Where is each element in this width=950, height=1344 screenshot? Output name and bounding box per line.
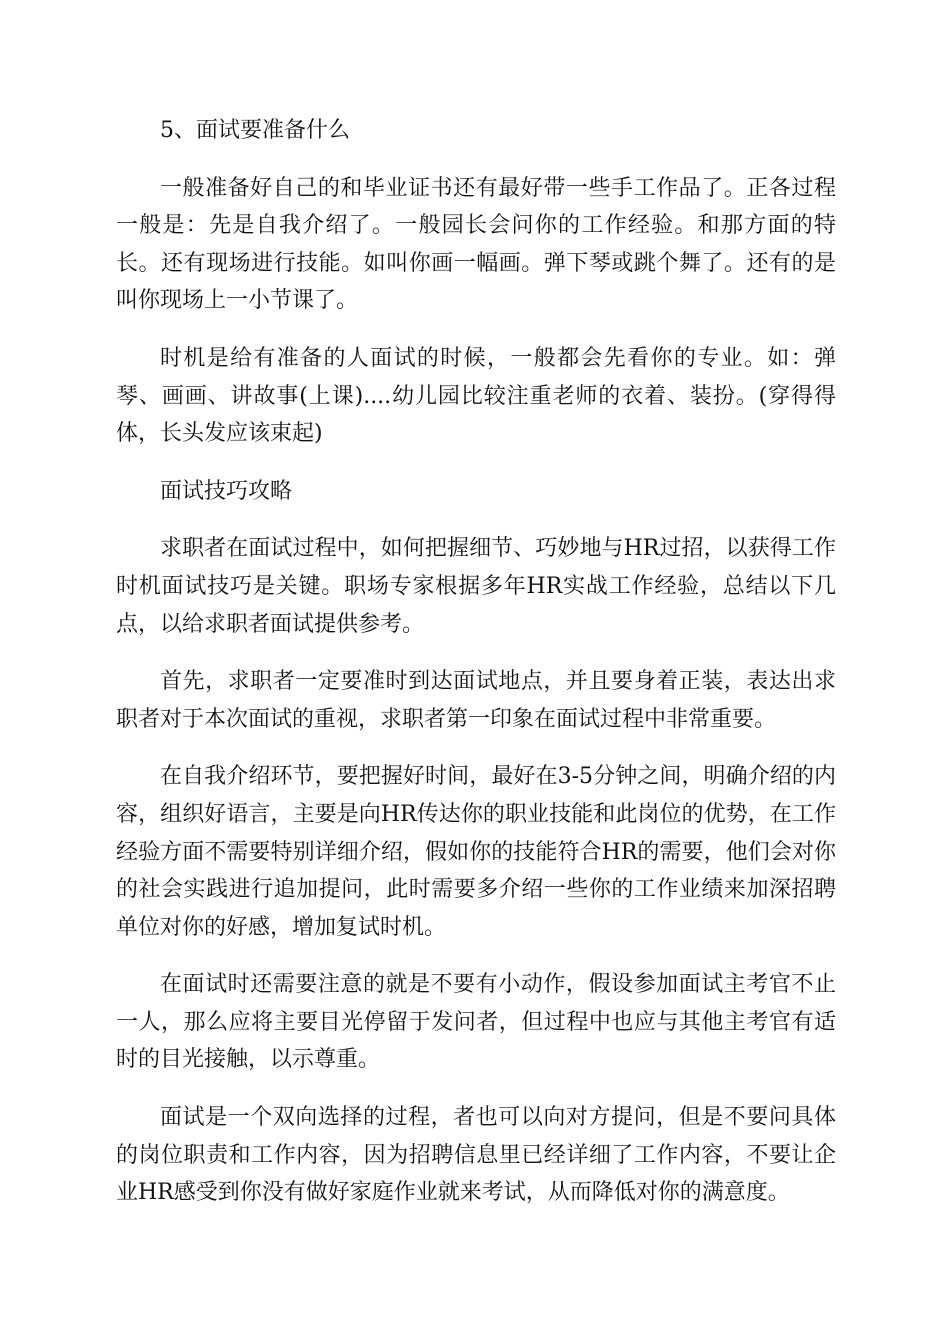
paragraph: 在面试时还需要注意的就是不要有小动作，假设参加面试主考官不止一人，那么应将主要目光停留于发问者，但过程中也应与其他主考官有适时的目光接触，以示尊重。 xyxy=(116,972,836,1073)
section-heading-preparation: 5、面试要准备什么 xyxy=(160,118,350,143)
paragraph: 求职者在面试过程中，如何把握细节、巧妙地与HR过招，以获得工作时机面试技巧是关键。职场专家根据多年HR实战工作经验，总结以下几点，以给求职者面试提供参考。 xyxy=(116,536,836,637)
paragraph: 时机是给有准备的人面试的时候，一般都会先看你的专业。如：弹琴、画画、讲故事(上课)....幼儿园比较注重老师的衣着、装扮。(穿得得体，长头发应该束起) xyxy=(116,345,836,447)
paragraph: 在自我介绍环节，要把握好时间，最好在3-5分钟之间，明确介绍的内容，组织好语言，主要是向HR传达你的职业技能和此岗位的优势，在工作经验方面不需要特别详细介绍，假如你的技能符合HR的需要，他们会对你的社会实践进行追加提问，此时需要多介绍一些你的工作业绩来加深招聘单位对你的好感，增加复试时机。 xyxy=(116,764,836,940)
paragraph: 面试是一个双向选择的过程，者也可以向对方提问，但是不要问具体的岗位职责和工作内容，因为招聘信息里已经详细了工作内容，不要让企业HR感受到你没有做好家庭作业就来考试，从而降低对你的满意度。 xyxy=(116,1105,836,1206)
section-heading-interview-tips: 面试技巧攻略 xyxy=(160,478,293,504)
paragraph: 一般准备好自己的和毕业证书还有最好带一些手工作品了。正各过程一般是：先是自我介绍了。一般园长会问你的工作经验。和那方面的特长。还有现场进行技能。如叫你画一幅画。弹下琴或跳个舞了。还有的是叫你现场上一小节课了。 xyxy=(116,175,836,314)
paragraph: 首先，求职者一定要准时到达面试地点，并且要身着正装，表达出求职者对于本次面试的重视，求职者第一印象在面试过程中非常重要。 xyxy=(116,669,836,732)
document-page xyxy=(116,112,836,1232)
